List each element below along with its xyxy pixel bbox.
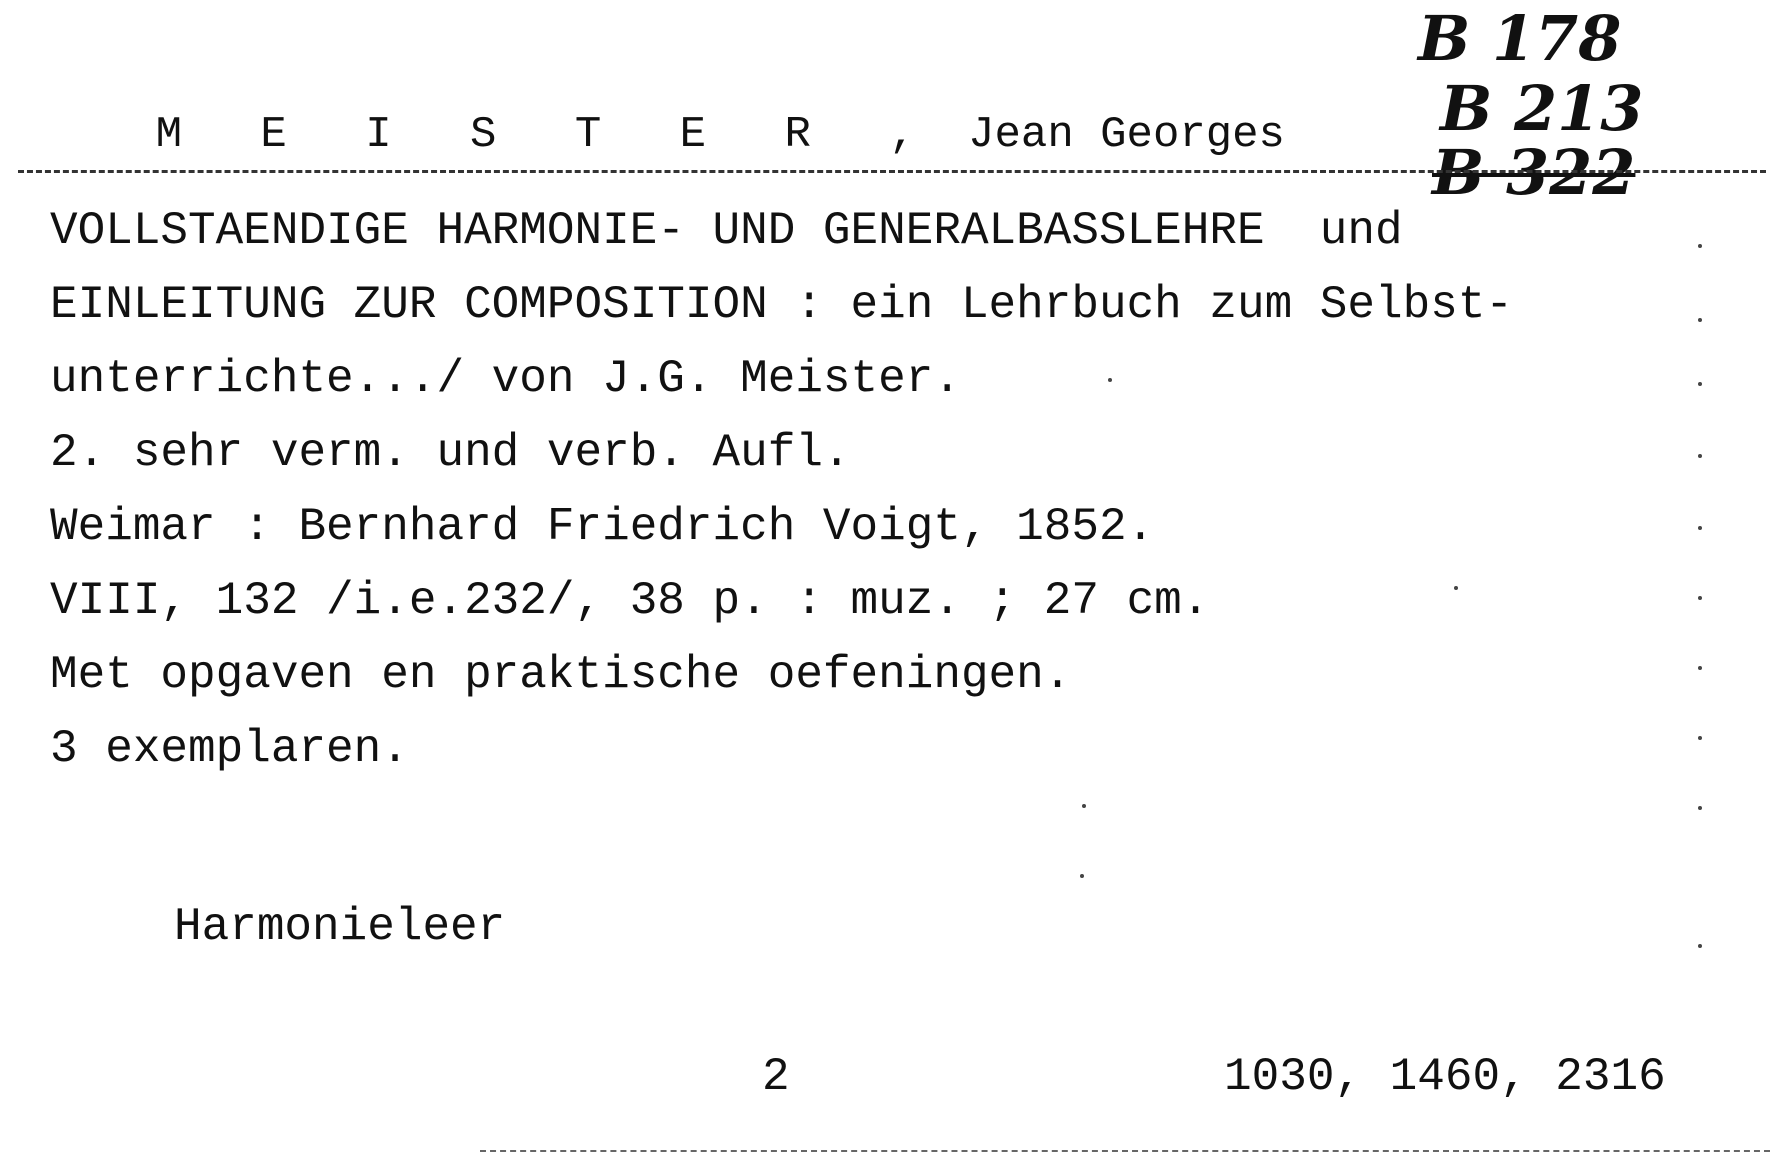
title-line-1: VOLLSTAENDIGE HARMONIE- UND GENERALBASSLEHRE und bbox=[50, 205, 1403, 257]
subject-heading: Harmonieleer bbox=[174, 901, 506, 953]
imprint-line: Weimar : Bernhard Friedrich Voigt, 1852. bbox=[50, 501, 1155, 553]
margin-dot bbox=[1698, 736, 1702, 740]
margin-dot bbox=[1698, 944, 1702, 948]
author-heading bbox=[50, 54, 1285, 216]
title-line-2: EINLEITUNG ZUR COMPOSITION : ein Lehrbuch zum Selbst- bbox=[50, 279, 1514, 331]
shelfmark-2: B 213 bbox=[1440, 72, 1644, 145]
margin-dot bbox=[1698, 382, 1702, 386]
margin-dot bbox=[1698, 318, 1702, 322]
author-forename: Jean Georges bbox=[968, 110, 1285, 160]
edition-line: 2. sehr verm. und verb. Aufl. bbox=[50, 427, 851, 479]
margin-dot bbox=[1082, 804, 1086, 808]
author-surname: M E I S T E R , bbox=[155, 110, 942, 160]
margin-dot bbox=[1698, 454, 1702, 458]
margin-dot bbox=[1108, 378, 1112, 382]
note-line: Met opgaven en praktische oefeningen. bbox=[50, 649, 1072, 701]
copies-line: 3 exemplaren. bbox=[50, 723, 409, 775]
margin-dot bbox=[1698, 244, 1702, 248]
margin-dot bbox=[1698, 526, 1702, 530]
shelfmark-3: B 322 bbox=[1432, 136, 1636, 209]
footer-divider bbox=[480, 1150, 1770, 1152]
margin-dot bbox=[1080, 874, 1084, 878]
footer-number: 2 bbox=[762, 1051, 790, 1103]
margin-dot bbox=[1454, 586, 1458, 590]
title-line-3: unterrichte.../ von J.G. Meister. bbox=[50, 353, 961, 405]
collation-line: VIII, 132 /i.e.232/, 38 p. : muz. ; 27 cm. bbox=[50, 575, 1210, 627]
footer-accession-numbers: 1030, 1460, 2316 bbox=[1224, 1051, 1666, 1103]
header-divider bbox=[18, 170, 1766, 173]
shelfmark-1: B 178 bbox=[1418, 2, 1622, 75]
margin-dot bbox=[1698, 596, 1702, 600]
margin-dot bbox=[1698, 806, 1702, 810]
margin-dot bbox=[1698, 666, 1702, 670]
